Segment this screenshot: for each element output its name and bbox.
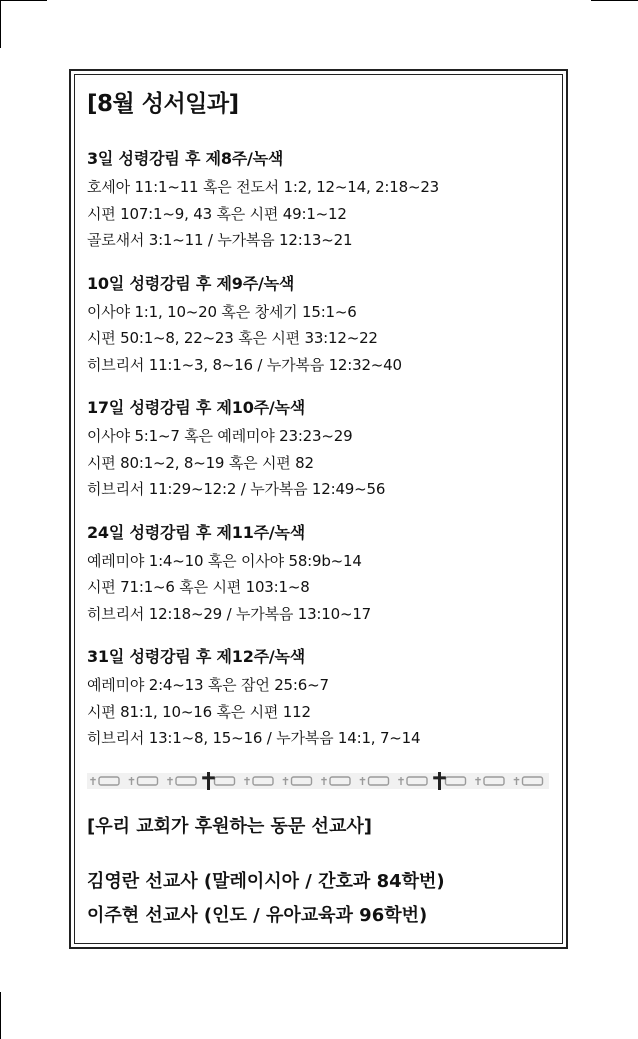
reading-line: 시편 71:1~6 혹은 시편 103:1~8 xyxy=(87,578,310,596)
crop-mark-top-right xyxy=(591,0,638,1)
reading-line: 히브리서 11:29~12:2 / 누가복음 12:49~56 xyxy=(87,480,386,498)
reading-line: 이사야 1:1, 10~20 혹은 창세기 15:1~6 xyxy=(87,302,357,321)
reading-line: 시편 80:1~2, 8~19 혹은 시편 82 xyxy=(87,453,314,472)
lectionary-list xyxy=(87,148,557,752)
week-heading: 31일 성령강림 후 제12주/녹색 xyxy=(87,647,306,666)
week-section xyxy=(87,646,557,752)
reading-line: 예레미야 1:4~10 혹은 이사야 58:9b~14 xyxy=(87,551,362,570)
week-heading: 3일 성령강림 후 제8주/녹색 xyxy=(87,149,284,168)
week-section xyxy=(87,148,557,254)
reading-line: 히브리서 13:1~8, 15~16 / 누가복음 14:1, 7~14 xyxy=(87,729,421,747)
reading-line: 시편 50:1~8, 22~23 혹은 시편 33:12~22 xyxy=(87,329,378,347)
reading-line: 예레미야 2:4~13 혹은 잠언 25:6~7 xyxy=(87,676,329,694)
missionary-list xyxy=(87,865,557,933)
reading-line: 호세아 11:1~11 혹은 전도서 1:2, 12~14, 2:18~23 xyxy=(87,178,440,196)
missionary-heading: [우리 교회가 후원하는 동문 선교사] xyxy=(87,815,372,837)
week-section xyxy=(87,397,557,503)
reading-line: 히브리서 12:18~29 / 누가복음 13:10~17 xyxy=(87,604,372,623)
crop-mark-top-left xyxy=(0,0,1,48)
reading-line: 시편 107:1~9, 43 혹은 시편 49:1~12 xyxy=(87,204,347,223)
reading-line: 시편 81:1, 10~16 혹은 시편 112 xyxy=(87,702,311,721)
reading-line: 히브리서 11:1~3, 8~16 / 누가복음 12:32~40 xyxy=(87,355,402,374)
missionary-item: 이주현 선교사 (인도 / 유아교육과 96학번) xyxy=(87,904,428,926)
week-section xyxy=(87,522,557,628)
week-heading: 17일 성령강림 후 제10주/녹색 xyxy=(87,398,306,417)
week-heading: 10일 성령강림 후 제9주/녹색 xyxy=(87,273,295,293)
reading-line: 골로새서 3:1~11 / 누가복음 12:13~21 xyxy=(87,231,353,249)
crop-mark-bottom-left xyxy=(0,992,1,1039)
bulletin-content xyxy=(87,88,557,933)
missionary-item: 김영란 선교사 (말레이시아 / 간호과 84학번) xyxy=(87,870,445,892)
cross-chain-divider-svg xyxy=(87,771,549,791)
crop-mark-top-left-h xyxy=(0,0,47,1)
page-title: [8월 성서일과] xyxy=(87,91,239,117)
week-section xyxy=(87,273,557,379)
cross-chain-divider-icon xyxy=(87,771,557,791)
reading-line: 이사야 5:1~7 혹은 예레미야 23:23~29 xyxy=(87,427,353,445)
week-heading: 24일 성령강림 후 제11주/녹색 xyxy=(87,522,306,542)
